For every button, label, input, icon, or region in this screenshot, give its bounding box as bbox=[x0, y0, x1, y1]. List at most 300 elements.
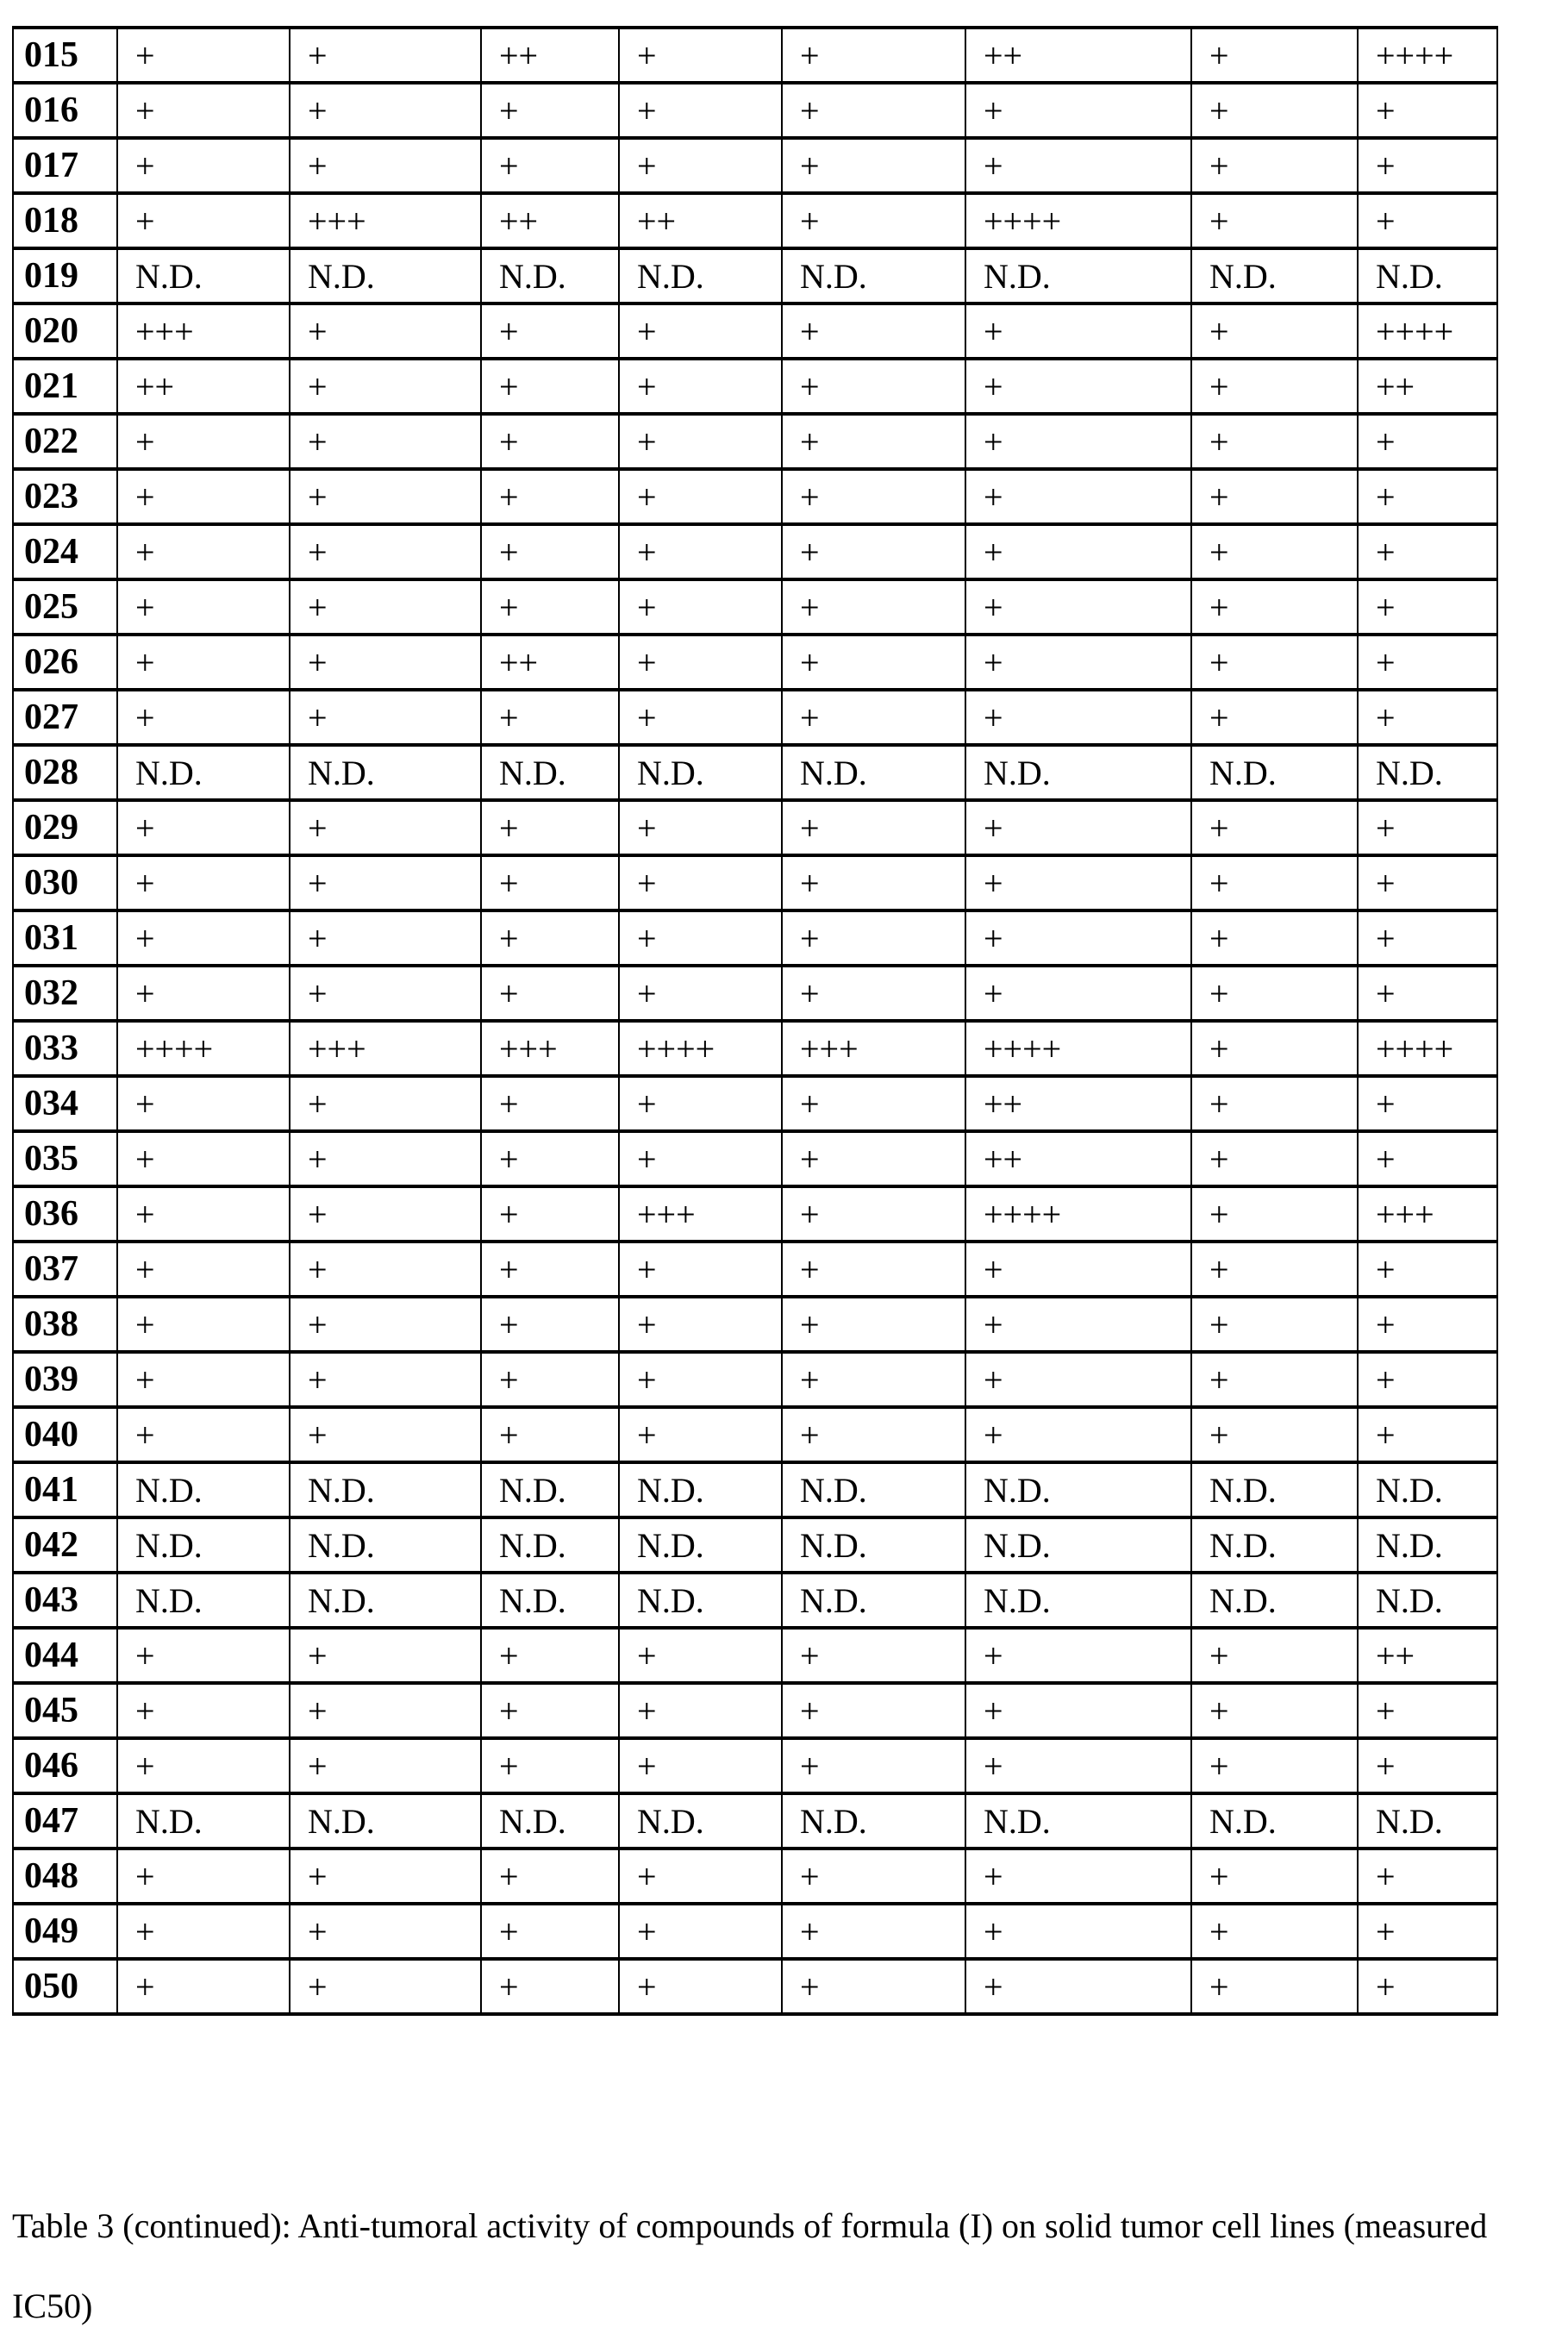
table-row bbox=[13, 1076, 1497, 1131]
activity-cell: + bbox=[619, 1959, 782, 2014]
activity-cell: N.D. bbox=[481, 1462, 619, 1517]
activity-cell: + bbox=[965, 1242, 1191, 1297]
activity-cell: ++ bbox=[117, 359, 290, 414]
activity-cell: + bbox=[965, 83, 1191, 138]
compound-id: 016 bbox=[13, 83, 117, 138]
activity-cell: + bbox=[481, 579, 619, 635]
activity-cell: ++++ bbox=[965, 193, 1191, 248]
activity-cell: + bbox=[619, 303, 782, 359]
activity-cell: N.D. bbox=[965, 1517, 1191, 1573]
activity-cell: ++ bbox=[965, 28, 1191, 83]
activity-cell: + bbox=[290, 1186, 481, 1242]
activity-cell: N.D. bbox=[782, 248, 965, 303]
activity-cell: + bbox=[117, 1076, 290, 1131]
compound-id: 037 bbox=[13, 1242, 117, 1297]
activity-cell: +++ bbox=[481, 1021, 619, 1076]
activity-cell: + bbox=[117, 966, 290, 1021]
activity-cell: + bbox=[117, 635, 290, 690]
activity-cell: ++ bbox=[965, 1131, 1191, 1186]
activity-cell: + bbox=[965, 800, 1191, 855]
activity-cell: N.D. bbox=[619, 1517, 782, 1573]
compound-id: 047 bbox=[13, 1793, 117, 1849]
activity-cell: + bbox=[481, 966, 619, 1021]
activity-cell: + bbox=[619, 1297, 782, 1352]
activity-cell: + bbox=[619, 910, 782, 966]
activity-cell: + bbox=[782, 1407, 965, 1462]
activity-cell: ++++ bbox=[1358, 1021, 1497, 1076]
table-row bbox=[13, 1297, 1497, 1352]
activity-cell: + bbox=[481, 800, 619, 855]
activity-cell: + bbox=[965, 359, 1191, 414]
activity-cell: + bbox=[481, 855, 619, 910]
activity-cell: + bbox=[619, 966, 782, 1021]
compound-id: 039 bbox=[13, 1352, 117, 1407]
compound-id: 038 bbox=[13, 1297, 117, 1352]
activity-cell: + bbox=[1191, 414, 1358, 469]
activity-cell: + bbox=[1358, 414, 1497, 469]
activity-cell: + bbox=[782, 1628, 965, 1683]
activity-cell: + bbox=[1358, 1738, 1497, 1793]
activity-cell: N.D. bbox=[1191, 745, 1358, 800]
activity-cell: + bbox=[117, 855, 290, 910]
activity-cell: + bbox=[290, 1628, 481, 1683]
compound-id: 029 bbox=[13, 800, 117, 855]
activity-cell: + bbox=[481, 83, 619, 138]
table-row bbox=[13, 1683, 1497, 1738]
activity-cell: N.D. bbox=[1358, 1517, 1497, 1573]
activity-cell: + bbox=[117, 193, 290, 248]
compound-id: 049 bbox=[13, 1904, 117, 1959]
activity-cell: N.D. bbox=[619, 1462, 782, 1517]
compound-id: 036 bbox=[13, 1186, 117, 1242]
activity-cell: N.D. bbox=[1191, 1573, 1358, 1628]
table-row bbox=[13, 1352, 1497, 1407]
activity-cell: + bbox=[1358, 1904, 1497, 1959]
activity-cell: + bbox=[481, 1242, 619, 1297]
activity-cell: + bbox=[782, 303, 965, 359]
activity-cell: + bbox=[481, 1297, 619, 1352]
activity-cell: + bbox=[117, 28, 290, 83]
activity-cell: ++ bbox=[481, 193, 619, 248]
activity-cell: N.D. bbox=[117, 745, 290, 800]
activity-cell: ++ bbox=[1358, 359, 1497, 414]
activity-cell: + bbox=[290, 469, 481, 524]
table-row bbox=[13, 966, 1497, 1021]
activity-cell: + bbox=[1191, 910, 1358, 966]
table-row bbox=[13, 83, 1497, 138]
activity-cell: + bbox=[290, 1904, 481, 1959]
activity-cell: + bbox=[965, 1683, 1191, 1738]
activity-cell: + bbox=[619, 1131, 782, 1186]
table-row bbox=[13, 635, 1497, 690]
activity-cell: + bbox=[481, 138, 619, 193]
activity-cell: + bbox=[782, 1683, 965, 1738]
table-row bbox=[13, 138, 1497, 193]
table-row bbox=[13, 1407, 1497, 1462]
table-row bbox=[13, 1573, 1497, 1628]
compound-id: 023 bbox=[13, 469, 117, 524]
compound-id: 021 bbox=[13, 359, 117, 414]
activity-cell: + bbox=[290, 83, 481, 138]
compound-id: 044 bbox=[13, 1628, 117, 1683]
activity-cell: + bbox=[117, 469, 290, 524]
compound-id: 034 bbox=[13, 1076, 117, 1131]
activity-cell: + bbox=[782, 800, 965, 855]
activity-cell: + bbox=[619, 83, 782, 138]
table-row bbox=[13, 800, 1497, 855]
activity-cell: ++++ bbox=[1358, 28, 1497, 83]
activity-cell: + bbox=[117, 1959, 290, 2014]
activity-cell: + bbox=[1191, 1242, 1358, 1297]
activity-cell: + bbox=[1358, 1959, 1497, 2014]
activity-cell: + bbox=[117, 414, 290, 469]
activity-cell: + bbox=[1191, 1849, 1358, 1904]
activity-cell: N.D. bbox=[481, 1793, 619, 1849]
compound-id: 048 bbox=[13, 1849, 117, 1904]
activity-cell: + bbox=[1358, 1076, 1497, 1131]
activity-cell: + bbox=[619, 28, 782, 83]
compound-id: 018 bbox=[13, 193, 117, 248]
activity-cell: + bbox=[1191, 855, 1358, 910]
activity-cell: + bbox=[1191, 83, 1358, 138]
activity-cell: + bbox=[1191, 690, 1358, 745]
activity-cell: + bbox=[1191, 635, 1358, 690]
activity-cell: + bbox=[1191, 193, 1358, 248]
activity-cell: ++++ bbox=[117, 1021, 290, 1076]
activity-cell: + bbox=[481, 1683, 619, 1738]
table-row bbox=[13, 1738, 1497, 1793]
activity-cell: + bbox=[290, 359, 481, 414]
compound-id: 025 bbox=[13, 579, 117, 635]
activity-cell: + bbox=[481, 303, 619, 359]
activity-cell: + bbox=[481, 1131, 619, 1186]
activity-cell: N.D. bbox=[1358, 1793, 1497, 1849]
activity-cell: ++++ bbox=[1358, 303, 1497, 359]
activity-cell: + bbox=[782, 138, 965, 193]
activity-cell: + bbox=[782, 414, 965, 469]
activity-cell: + bbox=[290, 28, 481, 83]
activity-cell: + bbox=[1358, 469, 1497, 524]
table-row bbox=[13, 690, 1497, 745]
activity-cell: + bbox=[1358, 1683, 1497, 1738]
activity-cell: + bbox=[290, 635, 481, 690]
activity-cell: +++ bbox=[1358, 1186, 1497, 1242]
activity-cell: + bbox=[619, 800, 782, 855]
activity-cell: + bbox=[117, 910, 290, 966]
table-caption: Table 3 (continued): Anti-tumoral activity of compounds of formula (I) on solid tumor cell lines (measured IC50) bbox=[12, 2186, 1555, 2346]
activity-cell: + bbox=[1191, 1297, 1358, 1352]
activity-cell: + bbox=[619, 414, 782, 469]
activity-cell: + bbox=[1191, 579, 1358, 635]
activity-cell: ++++ bbox=[619, 1021, 782, 1076]
activity-cell: + bbox=[965, 1959, 1191, 2014]
activity-cell: +++ bbox=[117, 303, 290, 359]
table-row bbox=[13, 1131, 1497, 1186]
table-row bbox=[13, 855, 1497, 910]
activity-cell: + bbox=[782, 1242, 965, 1297]
activity-cell: + bbox=[290, 966, 481, 1021]
activity-cell: + bbox=[965, 1297, 1191, 1352]
activity-cell: N.D. bbox=[290, 1793, 481, 1849]
compound-id: 024 bbox=[13, 524, 117, 579]
activity-cell: + bbox=[117, 1849, 290, 1904]
activity-cell: + bbox=[1191, 1683, 1358, 1738]
activity-cell: + bbox=[619, 1904, 782, 1959]
activity-cell: + bbox=[619, 359, 782, 414]
activity-cell: N.D. bbox=[965, 248, 1191, 303]
activity-cell: +++ bbox=[290, 1021, 481, 1076]
activity-cell: + bbox=[1191, 303, 1358, 359]
activity-cell: N.D. bbox=[782, 1517, 965, 1573]
table-row bbox=[13, 1186, 1497, 1242]
table-row bbox=[13, 469, 1497, 524]
activity-cell: + bbox=[290, 1407, 481, 1462]
activity-cell: N.D. bbox=[290, 1517, 481, 1573]
compound-id: 043 bbox=[13, 1573, 117, 1628]
activity-cell: + bbox=[965, 303, 1191, 359]
activity-cell: N.D. bbox=[117, 248, 290, 303]
compound-id: 027 bbox=[13, 690, 117, 745]
activity-cell: + bbox=[481, 1849, 619, 1904]
activity-cell: + bbox=[290, 138, 481, 193]
activity-cell: + bbox=[1191, 1076, 1358, 1131]
activity-cell: + bbox=[782, 1959, 965, 2014]
activity-cell: + bbox=[290, 1076, 481, 1131]
compound-id: 026 bbox=[13, 635, 117, 690]
activity-cell: + bbox=[1358, 193, 1497, 248]
table-row bbox=[13, 1959, 1497, 2014]
activity-cell: N.D. bbox=[965, 745, 1191, 800]
activity-cell: + bbox=[619, 855, 782, 910]
activity-cell: + bbox=[1191, 1131, 1358, 1186]
activity-cell: + bbox=[782, 359, 965, 414]
activity-cell: + bbox=[481, 1738, 619, 1793]
activity-cell: + bbox=[782, 579, 965, 635]
activity-cell: + bbox=[619, 635, 782, 690]
table-row bbox=[13, 745, 1497, 800]
activity-cell: N.D. bbox=[1358, 745, 1497, 800]
activity-cell: + bbox=[1358, 800, 1497, 855]
activity-cell: + bbox=[1358, 579, 1497, 635]
activity-cell: + bbox=[290, 414, 481, 469]
activity-cell: + bbox=[117, 1186, 290, 1242]
activity-cell: + bbox=[782, 690, 965, 745]
activity-cell: + bbox=[782, 1076, 965, 1131]
activity-cell: + bbox=[117, 1242, 290, 1297]
activity-cell: + bbox=[290, 910, 481, 966]
activity-cell: + bbox=[290, 1849, 481, 1904]
activity-cell: N.D. bbox=[481, 745, 619, 800]
activity-cell: + bbox=[619, 524, 782, 579]
activity-cell: + bbox=[1358, 83, 1497, 138]
table-row bbox=[13, 910, 1497, 966]
activity-cell: N.D. bbox=[290, 248, 481, 303]
activity-cell: + bbox=[290, 1352, 481, 1407]
activity-cell: N.D. bbox=[117, 1793, 290, 1849]
activity-cell: + bbox=[1191, 1352, 1358, 1407]
activity-cell: + bbox=[290, 303, 481, 359]
activity-cell: + bbox=[481, 1628, 619, 1683]
activity-cell: + bbox=[965, 1738, 1191, 1793]
activity-cell: + bbox=[290, 579, 481, 635]
activity-cell: + bbox=[782, 28, 965, 83]
activity-cell: + bbox=[965, 855, 1191, 910]
activity-cell: N.D. bbox=[1191, 1793, 1358, 1849]
activity-cell: + bbox=[619, 1683, 782, 1738]
activity-cell: + bbox=[965, 1628, 1191, 1683]
activity-cell: + bbox=[117, 1131, 290, 1186]
activity-cell: + bbox=[481, 1186, 619, 1242]
activity-cell: + bbox=[290, 1297, 481, 1352]
activity-cell: + bbox=[117, 1352, 290, 1407]
compound-id: 019 bbox=[13, 248, 117, 303]
compound-id: 045 bbox=[13, 1683, 117, 1738]
activity-cell: + bbox=[481, 524, 619, 579]
activity-cell: + bbox=[619, 1628, 782, 1683]
activity-cell: ++ bbox=[481, 635, 619, 690]
compound-id: 041 bbox=[13, 1462, 117, 1517]
activity-cell: + bbox=[1191, 524, 1358, 579]
compound-id: 017 bbox=[13, 138, 117, 193]
activity-cell: + bbox=[782, 1352, 965, 1407]
activity-cell: + bbox=[117, 138, 290, 193]
activity-cell: + bbox=[965, 1407, 1191, 1462]
activity-cell: ++++ bbox=[965, 1021, 1191, 1076]
activity-cell: + bbox=[782, 524, 965, 579]
activity-cell: + bbox=[1191, 28, 1358, 83]
activity-cell: + bbox=[1191, 1959, 1358, 2014]
activity-cell: N.D. bbox=[1358, 1573, 1497, 1628]
activity-cell: + bbox=[619, 1352, 782, 1407]
activity-cell: + bbox=[117, 579, 290, 635]
table-row bbox=[13, 524, 1497, 579]
activity-cell: + bbox=[1358, 1242, 1497, 1297]
activity-cell: + bbox=[117, 83, 290, 138]
activity-cell: + bbox=[117, 1904, 290, 1959]
activity-cell: N.D. bbox=[290, 745, 481, 800]
activity-cell: + bbox=[1191, 966, 1358, 1021]
activity-cell: + bbox=[481, 1076, 619, 1131]
compound-id: 032 bbox=[13, 966, 117, 1021]
activity-cell: + bbox=[965, 966, 1191, 1021]
activity-cell: + bbox=[481, 1407, 619, 1462]
compound-id: 046 bbox=[13, 1738, 117, 1793]
activity-cell: N.D. bbox=[290, 1462, 481, 1517]
activity-cell: + bbox=[1358, 635, 1497, 690]
activity-cell: N.D. bbox=[619, 745, 782, 800]
compound-id: 031 bbox=[13, 910, 117, 966]
activity-cell: + bbox=[1358, 855, 1497, 910]
activity-cell: + bbox=[117, 800, 290, 855]
activity-cell: + bbox=[782, 635, 965, 690]
activity-cell: + bbox=[1191, 1738, 1358, 1793]
activity-cell: + bbox=[117, 1683, 290, 1738]
activity-cell: + bbox=[290, 690, 481, 745]
activity-cell: + bbox=[619, 469, 782, 524]
activity-cell: + bbox=[1191, 138, 1358, 193]
activity-cell: + bbox=[290, 1738, 481, 1793]
activity-cell: N.D. bbox=[1191, 248, 1358, 303]
table-row bbox=[13, 1021, 1497, 1076]
activity-cell: ++ bbox=[619, 193, 782, 248]
activity-cell: + bbox=[965, 524, 1191, 579]
compound-id: 015 bbox=[13, 28, 117, 83]
activity-cell: + bbox=[1191, 469, 1358, 524]
activity-cell: + bbox=[290, 1242, 481, 1297]
activity-cell: N.D. bbox=[1358, 248, 1497, 303]
activity-cell: + bbox=[290, 1959, 481, 2014]
activity-cell: + bbox=[619, 1242, 782, 1297]
activity-cell: + bbox=[965, 414, 1191, 469]
activity-cell: + bbox=[619, 1738, 782, 1793]
activity-cell: + bbox=[1358, 966, 1497, 1021]
activity-cell: N.D. bbox=[117, 1517, 290, 1573]
activity-cell: N.D. bbox=[1191, 1462, 1358, 1517]
activity-cell: N.D. bbox=[965, 1793, 1191, 1849]
activity-cell: + bbox=[619, 138, 782, 193]
activity-cell: N.D. bbox=[1358, 1462, 1497, 1517]
activity-cell: N.D. bbox=[782, 1793, 965, 1849]
activity-cell: + bbox=[782, 193, 965, 248]
activity-cell: N.D. bbox=[117, 1573, 290, 1628]
table-row bbox=[13, 1904, 1497, 1959]
activity-cell: + bbox=[117, 1738, 290, 1793]
activity-cell: + bbox=[1191, 1628, 1358, 1683]
activity-cell: + bbox=[481, 1904, 619, 1959]
activity-cell: + bbox=[290, 1131, 481, 1186]
activity-cell: + bbox=[481, 910, 619, 966]
activity-cell: + bbox=[782, 1186, 965, 1242]
activity-cell: N.D. bbox=[117, 1462, 290, 1517]
compound-id: 035 bbox=[13, 1131, 117, 1186]
activity-table bbox=[12, 26, 1498, 2016]
activity-cell: + bbox=[1191, 1407, 1358, 1462]
activity-cell: N.D. bbox=[782, 1573, 965, 1628]
activity-cell: + bbox=[619, 579, 782, 635]
activity-cell: + bbox=[290, 1683, 481, 1738]
activity-cell: ++ bbox=[1358, 1628, 1497, 1683]
activity-cell: + bbox=[965, 690, 1191, 745]
activity-cell: N.D. bbox=[965, 1573, 1191, 1628]
activity-cell: N.D. bbox=[782, 1462, 965, 1517]
activity-cell: + bbox=[782, 1904, 965, 1959]
activity-cell: N.D. bbox=[619, 1573, 782, 1628]
activity-cell: + bbox=[1358, 1297, 1497, 1352]
activity-cell: +++ bbox=[290, 193, 481, 248]
compound-id: 042 bbox=[13, 1517, 117, 1573]
activity-cell: + bbox=[1191, 1186, 1358, 1242]
table-row bbox=[13, 1242, 1497, 1297]
activity-cell: + bbox=[1358, 524, 1497, 579]
activity-cell: + bbox=[1358, 1849, 1497, 1904]
activity-cell: + bbox=[1358, 1352, 1497, 1407]
compound-id: 050 bbox=[13, 1959, 117, 2014]
activity-cell: + bbox=[1358, 1131, 1497, 1186]
activity-cell: + bbox=[481, 1959, 619, 2014]
table-row bbox=[13, 1849, 1497, 1904]
table-row bbox=[13, 248, 1497, 303]
activity-cell: +++ bbox=[782, 1021, 965, 1076]
activity-cell: + bbox=[619, 1849, 782, 1904]
activity-cell: N.D. bbox=[481, 1517, 619, 1573]
activity-cell: + bbox=[965, 469, 1191, 524]
compound-id: 040 bbox=[13, 1407, 117, 1462]
table-row bbox=[13, 579, 1497, 635]
activity-cell: + bbox=[965, 138, 1191, 193]
activity-cell: + bbox=[965, 579, 1191, 635]
activity-cell: + bbox=[1358, 1407, 1497, 1462]
table-body bbox=[13, 28, 1497, 2014]
